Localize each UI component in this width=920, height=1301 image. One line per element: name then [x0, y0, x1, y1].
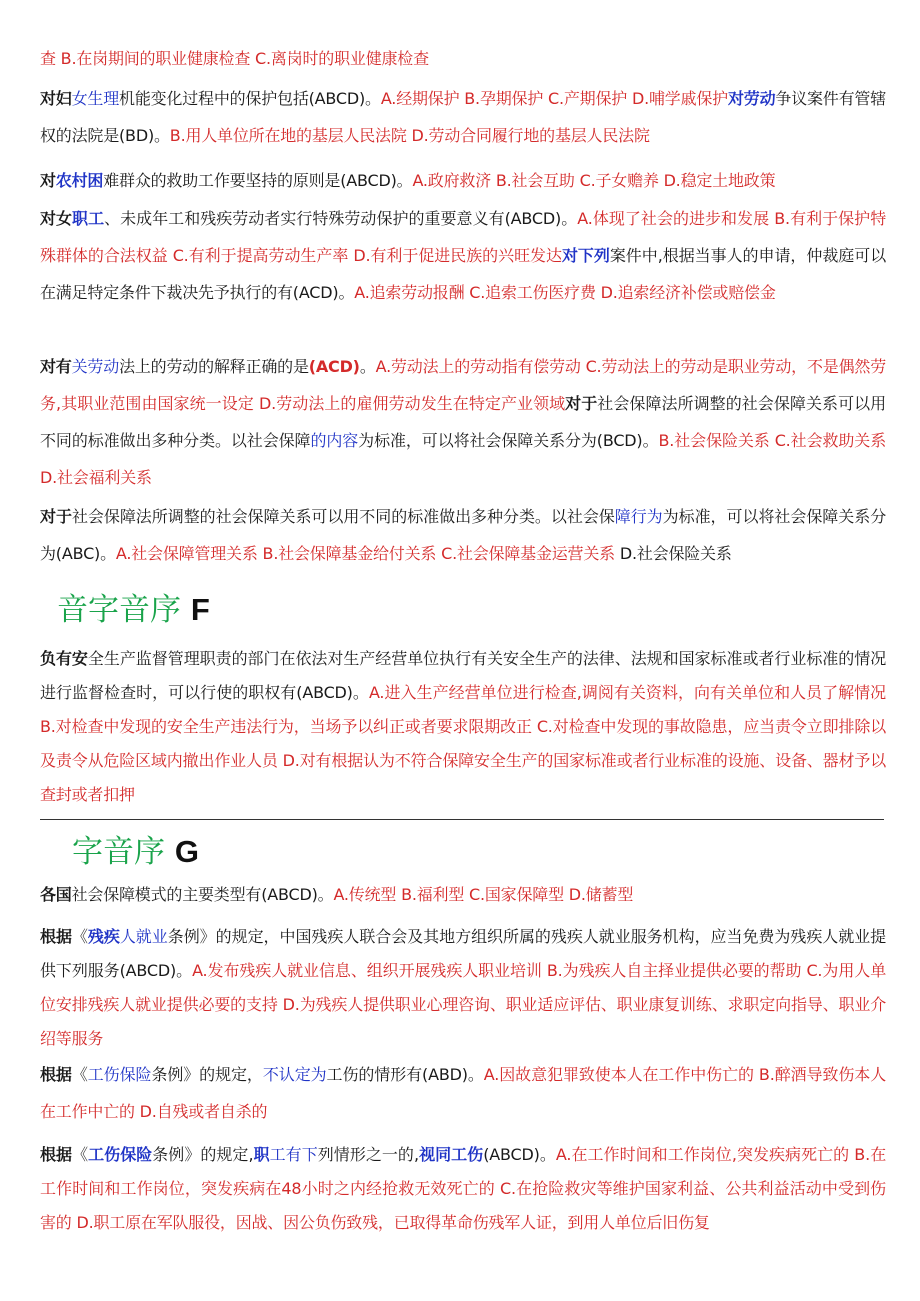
question-text: 难群众的救助工作要坚持的原则是(ABCD)。 [103, 171, 413, 190]
question-text: 全生产监督管理职责的部门在依法对生产经营单位执行有关安全生产的法律、法规和国家标准或者行业标准的情况进行监督检查时，可以行使的职权有(ABCD)。 [40, 649, 886, 702]
keyword-bold: 各国 [40, 885, 72, 904]
keyword-bold: 对有 [40, 357, 72, 376]
question-text: 社会保障模式的主要类型有(ABCD)。 [71, 885, 334, 904]
paragraph-5 [40, 348, 886, 496]
paragraph-6 [40, 498, 886, 572]
answer-text: B.社会保险关系 C.社会救助关系 D.社会福利关系 [40, 431, 886, 487]
answer-text: A.追索劳动报酬 C.追索工伤医疗费 D.追索经济补偿或赔偿金 [354, 283, 776, 302]
answer-text: A.发布残疾人就业信息、组织开展残疾人职业培训 B.为残疾人自主择业提供必要的帮助 C.为用人单位安排残疾人就业提供必要的支持 D.为残疾人提供职业心理咨询、职业适应评估、职业康复训练、求职定向指导、职业介绍等服务 [40, 961, 886, 1048]
question-text: 案件中,根据当事人的申请，仲裁庭可以在满足特定条件下裁决先予执行的有(ACD)。 [40, 246, 886, 302]
question-text: 条例》的规定， [151, 1065, 263, 1084]
keyword-blue: 工伤保险 [87, 1065, 152, 1084]
question-text: 社会保障法所调整的社会保障关系可以用不同的标准做出多种分类。以社会保障 [40, 394, 886, 450]
answer-text: 查 B.在岗期间的职业健康检查 C.离岗时的职业健康检查 [40, 49, 429, 68]
question-text: D.社会保险关系 [614, 544, 732, 563]
question-text: 条例》的规定, [152, 1145, 254, 1164]
keyword-highlight: 工伤保险 [88, 1145, 153, 1164]
keyword-highlight: 职工 [72, 209, 105, 228]
keyword-bold: 对于 [40, 507, 72, 526]
keyword-bold: 根据 [40, 1145, 73, 1164]
keyword-highlight: 视同工伤 [418, 1145, 484, 1164]
paragraph-11 [40, 1138, 886, 1240]
question-text: 、未成年工和残疾劳动者实行特殊劳动保护的重要意义有(ABCD)。 [104, 209, 578, 228]
keyword-highlight: 对劳动 [727, 89, 776, 108]
heading-text: 字音序 [72, 834, 165, 870]
answer-text: A.经期保护 B.孕期保护 C.产期保护 D.哺学戚保护 [380, 89, 728, 108]
paragraph-4 [40, 200, 886, 311]
answer-text: A.进入生产经营单位进行检查,调阅有关资料，向有关单位和人员了解情况 B.对检查中发现的安全生产违法行为，当场予以纠正或者要求限期改正 C.对检查中发现的事故隐患，应当责令立即排除以及责令从危险区域内撤出作业人员 D.对有根据认为不符合保障安全生产的国家标准或者行业标准的设施、设备、器材予以查封或者扣押 [40, 683, 886, 804]
keyword-highlight: 对下列 [561, 246, 610, 265]
heading-letter: G [174, 834, 199, 869]
keyword-blue: 障行为 [614, 507, 663, 526]
keyword-bold: 根据 [40, 1065, 72, 1084]
keyword-blue: 的内容 [310, 431, 359, 450]
question-text: (ABCD)。 [483, 1145, 556, 1164]
answer-text: A.社会保障管理关系 B.社会保障基金给付关系 C.社会保障基金运营关系 [115, 544, 615, 563]
question-text: 。 [359, 357, 376, 376]
question-text: 争议案件有管辖权的法院是(BD)。 [40, 89, 886, 145]
keyword-blue: 工有下 [269, 1145, 318, 1164]
question-text: 《 [71, 1065, 88, 1084]
keyword-bold: 对 [40, 171, 56, 190]
paragraph-10 [40, 1056, 886, 1130]
answer-text: A.在工作时间和工作岗位,突发疾病死亡的 B.在工作时间和工作岗位，突发疾病在48小时之内经抢救无效死亡的 C.在抢险救灾等维护国家利益、公共利益活动中受到伤害的 D.职工原在军队服役，因战、因公负伤致残，已取得革命伤残军人证，到用人单位后旧伤复 [40, 1145, 887, 1232]
question-text: 机能变化过程中的保护包括(ABCD)。 [119, 89, 381, 108]
answer-key: (ACD) [308, 357, 360, 376]
keyword-bold: 对于 [565, 394, 598, 413]
question-text: 为标准，可以将社会保障关系分为(BCD)。 [358, 431, 659, 450]
keyword-highlight: 农村困 [55, 171, 104, 190]
keyword-bold: 对妇 [40, 89, 72, 108]
question-text: 社会保障法所调整的社会保障关系可以用不同的标准做出多种分类。以社会保 [71, 507, 615, 526]
paragraph-9 [40, 920, 886, 1056]
keyword-bold: 负有安 [40, 649, 88, 668]
keyword-blue: 关劳动 [71, 357, 120, 376]
question-text: 工伤的情形有(ABD)。 [326, 1065, 484, 1084]
answer-text: B.用人单位所在地的基层人民法院 D.劳动合同履行地的基层人民法院 [169, 126, 650, 145]
question-text: 条例》的规定，中国残疾人联合会及其地方组织所属的残疾人就业服务机构，应当免费为残疾人就业提供下列服务(ABCD)。 [40, 927, 886, 980]
keyword-highlight: 残疾 [87, 927, 120, 946]
paragraph-7 [40, 642, 886, 812]
question-text: 法上的劳动的解释正确的是 [119, 357, 309, 376]
keyword-blue: 人就业 [119, 927, 168, 946]
section-heading-g [72, 826, 199, 871]
question-text: 为标准，可以将社会保障关系分为(ABC)。 [40, 507, 887, 563]
keyword-blue: 不认定为 [262, 1065, 327, 1084]
paragraph-3 [40, 162, 886, 199]
keyword-bold: 对女 [40, 209, 73, 228]
paragraph-8 [40, 876, 886, 913]
question-text: 《 [71, 927, 88, 946]
keyword-bold: 根据 [40, 927, 72, 946]
question-text: 《 [72, 1145, 89, 1164]
answer-text: A.劳动法上的劳动指有偿劳动 C.劳动法上的劳动是职业劳动，不是偶然劳务,其职业范围由国家统一设定 D.劳动法上的雇佣劳动发生在特定产业领域 [40, 357, 886, 413]
question-text: 列情形之一的, [317, 1145, 419, 1164]
paragraph-1 [40, 40, 886, 77]
answer-text: A.体现了社会的进步和发展 B.有利于保护特殊群体的合法权益 C.有利于提高劳动生产率 D.有利于促进民族的兴旺发达 [40, 209, 887, 265]
answer-text: A.政府救济 B.社会互助 C.子女赡养 D.稳定土地政策 [412, 171, 776, 190]
heading-letter: F [190, 592, 210, 627]
paragraph-2 [40, 80, 886, 154]
section-divider [40, 819, 884, 820]
keyword-highlight: 职 [253, 1145, 270, 1164]
keyword-blue: 女生理 [71, 89, 120, 108]
answer-text: A.传统型 B.福利型 C.国家保障型 D.储蓄型 [333, 885, 634, 904]
answer-text: A.因故意犯罪致使本人在工作中伤亡的 B.醉酒导致伤本人在工作中亡的 D.自残或者自杀的 [40, 1065, 886, 1121]
section-heading-f [57, 584, 210, 629]
heading-text: 音字音序 [57, 592, 181, 628]
